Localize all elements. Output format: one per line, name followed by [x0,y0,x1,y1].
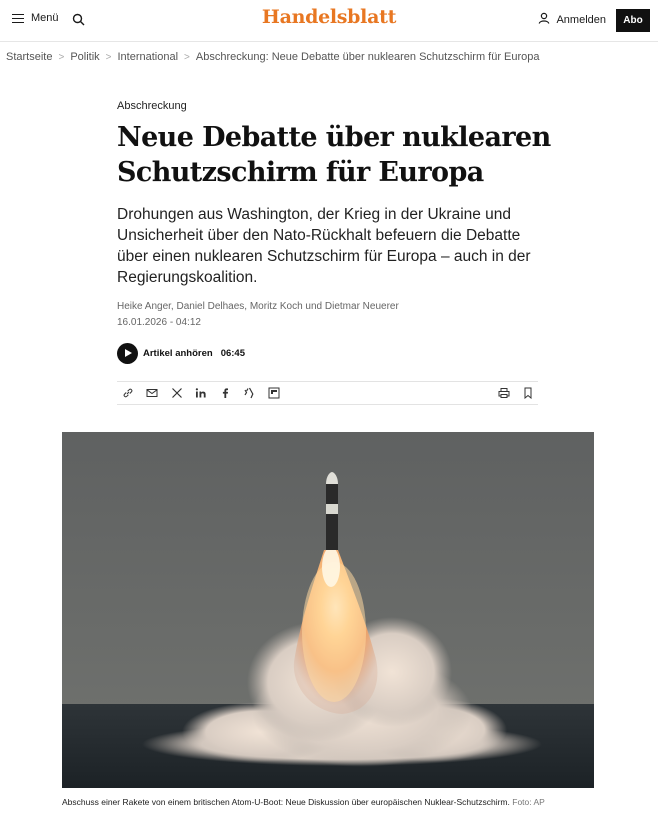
audio-duration: 06:45 [220,348,245,359]
print-icon[interactable] [497,386,511,400]
link-icon[interactable] [121,386,135,400]
chevron-right-icon: > [184,51,190,63]
linkedin-icon[interactable] [194,386,208,400]
mail-icon[interactable] [145,386,159,400]
breadcrumb-item-politik[interactable]: Politik [70,51,100,63]
user-icon [538,12,550,27]
audio-player-button[interactable] [117,343,245,364]
caption-text: Abschuss einer Rakete von einem britischen Atom-U-Boot: Neue Diskussion über europäischen Nuklear-Schutzschirm. [62,797,510,807]
photo-credit: Foto: AP [512,797,545,807]
site-logo[interactable]: Handelsblatt [261,6,397,28]
article-lead: Drohungen aus Washington, der Krieg in der Ukraine und Unsicherheit über den Nato-Rückhalt befeuern die Debatte über einen nuklearen Schutzschirm für Europa – auch in der Regierungskoalition. [117,206,531,286]
login-label: Anmelden [556,13,606,26]
breadcrumb [6,51,540,63]
menu-label: Menü [31,12,59,24]
missile-launch-photo [62,432,594,788]
breadcrumb-item-international[interactable]: International [117,51,179,63]
play-icon [117,343,138,364]
abo-button[interactable]: Abo [616,9,650,32]
article-kicker: Abschreckung [117,100,187,112]
breadcrumb-item-startseite[interactable]: Startseite [6,51,53,63]
article-hero-image[interactable] [62,432,594,788]
chevron-right-icon: > [105,51,112,63]
article-authors[interactable]: Heike Anger, Daniel Delhaes, Moritz Koch und Dietmar Neuerer [117,301,399,312]
xing-icon[interactable] [242,386,256,400]
facebook-icon[interactable] [218,386,232,400]
article-headline: Neue Debatte über nuklearen Schutzschirm für Europa [117,122,551,188]
x-icon[interactable] [170,386,184,400]
image-caption [62,797,545,807]
flipboard-icon[interactable] [267,386,281,400]
chevron-right-icon: > [58,51,65,63]
breadcrumb-item-current: Abschreckung: Neue Debatte über nuklearen Schutzschirm für Europa [195,51,540,63]
site-header [0,0,658,42]
audio-label: Artikel anhören [143,348,213,359]
login-button[interactable] [538,12,606,27]
article-date: 16.01.2026 - 04:12 [117,317,201,328]
bookmark-icon[interactable] [521,386,535,400]
share-bar [117,381,538,405]
